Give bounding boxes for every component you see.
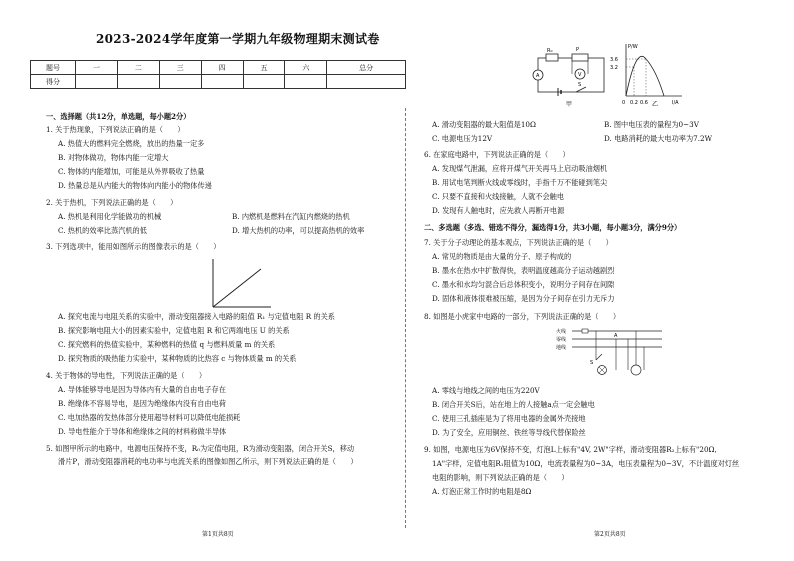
q2-option-c[interactable]: C. 热机的效率比蒸汽机的低 — [58, 226, 147, 235]
section-1-heading: 一、选择题（共12分，单选题，每小题2分） — [46, 112, 191, 121]
question-8: 8. 如图是小虎家中电路的一部分，下列说法正确的是（ ） — [424, 312, 621, 321]
score-cell: 四 — [201, 61, 243, 75]
q1-option-c[interactable]: C. 物体的内能增加，可能是从外界吸收了热量 — [58, 167, 205, 176]
q1-option-b[interactable]: B. 对物体做功，物体内能一定增大 — [58, 153, 169, 162]
ammeter-label: A — [536, 73, 540, 79]
q2-option-a[interactable]: A. 热机是利用化学能做功的机械 — [58, 212, 162, 221]
q5-option-c[interactable]: C. 电源电压为12V — [432, 134, 493, 143]
slider-label: P — [576, 47, 580, 53]
switch-s-label: S — [590, 360, 594, 366]
q5-circuit-diagram — [528, 46, 616, 108]
score-blank[interactable] — [285, 75, 327, 89]
switch-label: S — [578, 82, 582, 88]
exam-title: 2023-2024学年度第一学期九年级物理期末测试卷 — [96, 32, 380, 46]
score-cell: 一 — [76, 61, 118, 75]
q8-option-a[interactable]: A. 零线与地线之间的电压为220V — [432, 386, 540, 395]
figure-yi-label: 乙 — [652, 101, 659, 108]
question-9-line1: 9. 如图，电源电压为6V保持不变，灯泡L上标有"4V, 2W"字样，滑动变阻器R₂上标有"20Ω, — [424, 445, 717, 454]
question-4: 4. 关于物体的导电性，下列说法正确的是（ ） — [46, 371, 207, 380]
live-wire-label: 火线 — [556, 329, 567, 335]
score-blank[interactable] — [76, 75, 118, 89]
q5-option-a[interactable]: A. 滑动变阻器的最大阻值是10Ω — [432, 120, 536, 129]
score-blank[interactable] — [243, 75, 285, 89]
q7-option-a[interactable]: A. 常见的物质是由大量的分子、原子构成的 — [432, 252, 572, 261]
question-5-line2: 滑片P，滑动变阻器消耗的电功率与电流关系的图像如图乙所示，则下列说法正确的是（ ） — [58, 457, 358, 466]
r0-resistor — [546, 54, 558, 61]
q8-option-d[interactable]: D. 为了安全，应用铜丝、铁丝等导线代替保险丝 — [432, 428, 586, 437]
question-3: 3. 下列选项中，能用如图所示的图像表示的是（ ） — [46, 242, 221, 251]
q4-option-a[interactable]: A. 导体能够导电是因为导体内有大量的自由电子存在 — [58, 385, 226, 394]
q1-option-d[interactable]: D. 热量总是从内能大的物体向内能小的物体传递 — [58, 181, 212, 190]
score-table-header-row — [31, 61, 406, 75]
score-cell: 题号 — [31, 61, 76, 75]
x-tick-0-2: 0.2 — [630, 100, 638, 106]
score-blank[interactable] — [201, 75, 243, 89]
q8-option-b[interactable]: B. 闭合开关S后，站在地上的人接触a点一定会触电 — [432, 400, 595, 409]
question-1: 1. 关于热现象，下列说法正确的是（ ） — [46, 125, 185, 134]
circuit-loop — [538, 58, 604, 92]
q4-option-d[interactable]: D. 导电性能介于导体和绝缘体之间的材料称做半导体 — [58, 427, 227, 436]
score-cell: 总分 — [327, 61, 406, 75]
question-2: 2. 关于热机，下列说法正确的是（ ） — [46, 198, 178, 207]
q3-graph — [205, 255, 275, 313]
score-cell: 得分 — [31, 75, 76, 89]
page-footer-left: 第1页共8页 — [202, 531, 234, 538]
figure-jia-label: 甲 — [566, 101, 573, 108]
question-6: 6. 在家庭电路中，下列说法正确的是（ ） — [424, 150, 570, 159]
score-blank[interactable] — [117, 75, 159, 89]
score-table-score-row — [31, 75, 406, 89]
q6-option-a[interactable]: A. 发现煤气泄漏，应将开煤气开关再马上启动吸油烟机 — [432, 164, 608, 173]
score-table — [30, 60, 406, 89]
q2-option-b[interactable]: B. 内燃机是燃料在汽缸内燃烧的热机 — [232, 212, 350, 221]
q7-option-d[interactable]: D. 固体和液体很难被压缩，是因为分子间存在引力无斥力 — [432, 294, 615, 303]
q8-household-circuit — [556, 326, 666, 384]
point-a-label: A — [614, 333, 618, 339]
graph-x-label: I/A — [672, 100, 679, 106]
q5-power-current-graph — [608, 40, 688, 108]
power-curve — [626, 56, 664, 96]
score-cell: 三 — [159, 61, 201, 75]
q7-option-b[interactable]: B. 墨水在热水中扩散得快，表明温度越高分子运动越剧烈 — [432, 266, 615, 275]
q2-option-d[interactable]: D. 增大热机的功率，可以提高热机的效率 — [232, 226, 365, 235]
score-blank[interactable] — [159, 75, 201, 89]
q9-option-a[interactable]: A. 灯泡正常工作时的电阻是8Ω — [432, 487, 532, 496]
column-divider — [405, 108, 406, 528]
graph-y-label: P/W — [628, 44, 638, 50]
q3-line — [213, 269, 261, 307]
x-tick-0: 0 — [622, 100, 626, 106]
question-7: 7. 关于分子动理论的基本观点，下列说法正确的是（ ） — [424, 238, 613, 247]
q6-option-b[interactable]: B. 用试电笔判断火线或零线时，手指千万不能碰到笔尖 — [432, 178, 608, 187]
q4-option-c[interactable]: C. 电加热器的发热体部分使用超导材料可以降低电能损耗 — [58, 413, 241, 422]
ground-wire-label: 地线 — [556, 345, 567, 351]
q3-option-c[interactable]: C. 探究燃料的热值实验中，某种燃料的热值 q 与燃料质量 m 的关系 — [58, 340, 276, 349]
y-tick-3-6: 3.6 — [610, 57, 618, 63]
score-blank[interactable] — [327, 75, 406, 89]
switch-s-icon — [596, 354, 602, 360]
q3-option-a[interactable]: A. 探究电流与电阻关系的实验中，滑动变阻器接入电路的阻值 R₁ 与定值电阻 R 的关系 — [58, 312, 335, 321]
q4-option-b[interactable]: B. 绝缘体不容易导电，是因为绝缘体内没有自由电荷 — [58, 399, 226, 408]
q5-option-d[interactable]: D. 电路消耗的最大电功率为7.2W — [604, 134, 712, 143]
neutral-wire-label: 零线 — [556, 337, 567, 343]
score-cell: 二 — [117, 61, 159, 75]
score-cell: 五 — [243, 61, 285, 75]
y-tick-3-2: 3.2 — [610, 65, 618, 71]
q5-option-b[interactable]: B. 图中电压表的量程为0~3V — [604, 120, 699, 129]
fuse-icon — [582, 329, 588, 333]
q8-option-c[interactable]: C. 使用三孔插座是为了将用电器的金属外壳接地 — [432, 414, 586, 423]
score-cell: 六 — [285, 61, 327, 75]
q6-option-c[interactable]: C. 只要不直接和火线接触，人就不会触电 — [432, 192, 565, 201]
q3-option-b[interactable]: B. 探究影响电阻大小的因素实验中，定值电阻 R 和它两端电压 U 的关系 — [58, 326, 290, 335]
q1-option-a[interactable]: A. 热值大的燃料完全燃烧，放出的热量一定多 — [58, 139, 205, 148]
question-5-line1: 5. 如图甲所示的电路中，电源电压保持不变，R₀为定值电阻，R为滑动变阻器，闭合开关S，移动 — [46, 444, 355, 453]
q6-option-d[interactable]: D. 发现有人触电时，应先救人再断开电源 — [432, 206, 565, 215]
q3-option-d[interactable]: D. 探究物质的吸热能力实验中，某种物质的比热容 c 与物体质量 m 的关系 — [58, 354, 297, 363]
question-9-line2: 1A"字样，定值电阻R₁阻值为10Ω，电流表量程为0~3A，电压表量程为0~3V，不计温度对灯丝 — [432, 459, 740, 468]
r0-label: R₀ — [547, 48, 553, 54]
x-tick-0-6: 0.6 — [640, 100, 648, 106]
rheostat — [572, 54, 588, 61]
page-footer-right: 第2页共8页 — [594, 531, 626, 538]
section-2-heading: 二、多选题（多选、错选不得分，漏选得1分，共3小题，每小题3分，满分9分） — [424, 223, 682, 232]
q7-option-c[interactable]: C. 墨水和水均匀混合后总体积变小，说明分子间存在间隙 — [432, 280, 615, 289]
voltmeter-label: V — [578, 72, 582, 78]
socket-icon — [631, 365, 641, 375]
question-9-line3: 电阻的影响，则下列说法正确的是（ ） — [432, 473, 569, 482]
